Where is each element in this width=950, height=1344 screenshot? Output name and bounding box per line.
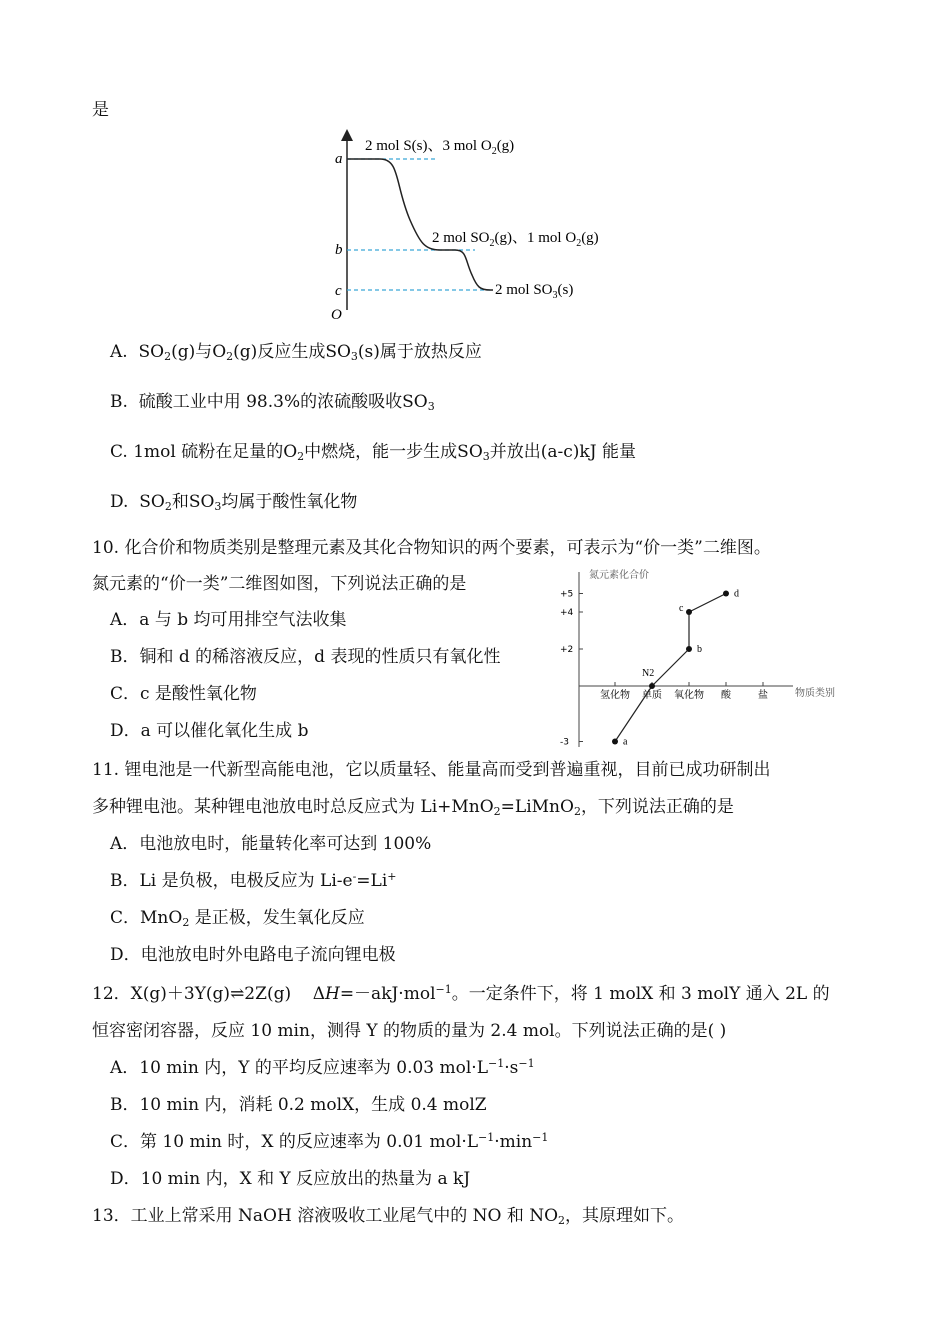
y-tick-label: +2 <box>560 645 574 655</box>
point-label: d <box>734 588 739 600</box>
point-d <box>723 591 729 597</box>
q9-option-c[interactable]: C. 1mol 硫粉在足量的$O_2$中燃烧，能一步生成$SO_3$并放出(a-c)kJ 能量 <box>110 442 636 463</box>
point-b <box>686 646 692 652</box>
point-c <box>686 609 692 615</box>
q9-option-b[interactable]: B. 硫酸工业中用 98.3%的浓硫酸吸收$SO_3$ <box>110 392 435 413</box>
q12-option-a[interactable]: A．10 min 内，Y 的平均反应速率为 0.03 $mol\cdot L^{-1}\cdot s^{-1}$ <box>110 1057 535 1078</box>
q10-stem-line1: 10. 化合价和物质类别是整理元素及其化合物知识的两个要素，可表示为“价一类”二维图。 <box>92 538 771 558</box>
chart-y-label: 氮元素化合价 <box>589 570 649 581</box>
q13-stem-line1: 13．工业上常采用 NaOH 溶液吸收工业尾气中的 NO 和 $NO_2$，其原理如下。 <box>92 1206 685 1227</box>
connector-line <box>652 649 689 686</box>
energy-curve <box>347 159 493 290</box>
category-label: 单质 <box>642 690 662 701</box>
point-N2 <box>649 683 655 689</box>
y-tick-label: +5 <box>560 589 574 600</box>
origin-label: O <box>331 307 342 323</box>
q10-option-a[interactable]: A．a 与 b 均可用排空气法收集 <box>110 610 347 630</box>
q10-stem-line2: 氮元素的“价一类”二维图如图，下列说法正确的是 <box>92 574 467 594</box>
q9-option-a[interactable]: A. $SO_2(g)$与$O_2(g)$反应生成$SO_3(s)$属于放热反应 <box>110 342 482 363</box>
level-c-label: c <box>335 283 342 299</box>
energy-diagram <box>325 125 635 325</box>
q9-option-d[interactable]: D. $SO_2$和$SO_3$均属于酸性氧化物 <box>110 492 358 513</box>
q10-option-c[interactable]: C．c 是酸性氧化物 <box>110 684 257 704</box>
q10-option-d[interactable]: D．a 可以催化氧化生成 b <box>110 721 309 741</box>
point-a <box>612 739 618 745</box>
q12-stem-line1: 12．X(g)＋3Y(g)⇌2Z(g) ΔH=－akJ·mol$^{-1}$。一定条件下，将 1 molX 和 3 molY 通入 2L 的 <box>92 983 830 1004</box>
q11-option-a[interactable]: A．电池放电时，能量转化率可达到 100% <box>110 834 432 854</box>
q11-stem-line1: 11. 锂电池是一代新型高能电池，它以质量轻、能量高而受到普遍重视，目前已成功研制出 <box>92 760 771 780</box>
y-tick-label: +4 <box>560 608 574 618</box>
level-a-label: a <box>335 151 343 167</box>
q11-stem-line2: 多种锂电池。某种锂电池放电时总反应式为 Li+MnO$_2$=LiMnO$_2$，下列说法正确的是 <box>92 797 734 818</box>
point-label: a <box>623 736 628 748</box>
q12-option-d[interactable]: D．10 min 内，X 和 Y 反应放出的热量为 a kJ <box>110 1169 471 1189</box>
point-label: b <box>697 644 702 655</box>
level-b-label: b <box>335 242 343 258</box>
q12-option-c[interactable]: C．第 10 min 时，X 的反应速率为 0.01 $mol\cdot L^{-1}\cdot\min^{-1}$ <box>110 1131 549 1152</box>
chart-x-label: 物质类别 <box>795 688 835 699</box>
q12-option-b[interactable]: B．10 min 内，消耗 0.2 molX，生成 0.4 molZ <box>110 1095 487 1115</box>
category-label: 氢化物 <box>600 690 630 701</box>
q10-option-b[interactable]: B．铜和 d 的稀溶液反应，d 表现的性质只有氧化性 <box>110 647 501 667</box>
category-label: 盐 <box>758 690 768 701</box>
q11-option-d[interactable]: D．电池放电时外电路电子流向锂电极 <box>110 945 396 965</box>
point-label: c <box>679 603 684 614</box>
q11-option-c[interactable]: C．MnO$_2$ 是正极，发生氧化反应 <box>110 908 365 929</box>
continued-stem: 是 <box>92 100 109 120</box>
state-b-label: 2 mol $SO_2(g)$、1 mol $O_2(g)$ <box>432 230 599 249</box>
point-label: N2 <box>642 668 655 679</box>
category-label: 酸 <box>721 690 731 701</box>
q12-stem-line2: 恒容密闭容器，反应 10 min，测得 Y 的物质的量为 2.4 mol。下列说法正确的是( ) <box>92 1021 727 1041</box>
y-tick-label: -3 <box>560 737 569 748</box>
state-c-label: 2 mol $SO_3(s)$ <box>495 282 574 301</box>
q11-option-b[interactable]: B．Li 是负极，电极反应为 Li-e-=Li+ <box>110 870 397 891</box>
valence-class-chart <box>555 562 855 752</box>
state-a-label: 2 mol S(s)、3 mol $O_2(g)$ <box>365 138 515 157</box>
connector-line <box>689 594 726 613</box>
category-label: 氧化物 <box>674 690 704 701</box>
